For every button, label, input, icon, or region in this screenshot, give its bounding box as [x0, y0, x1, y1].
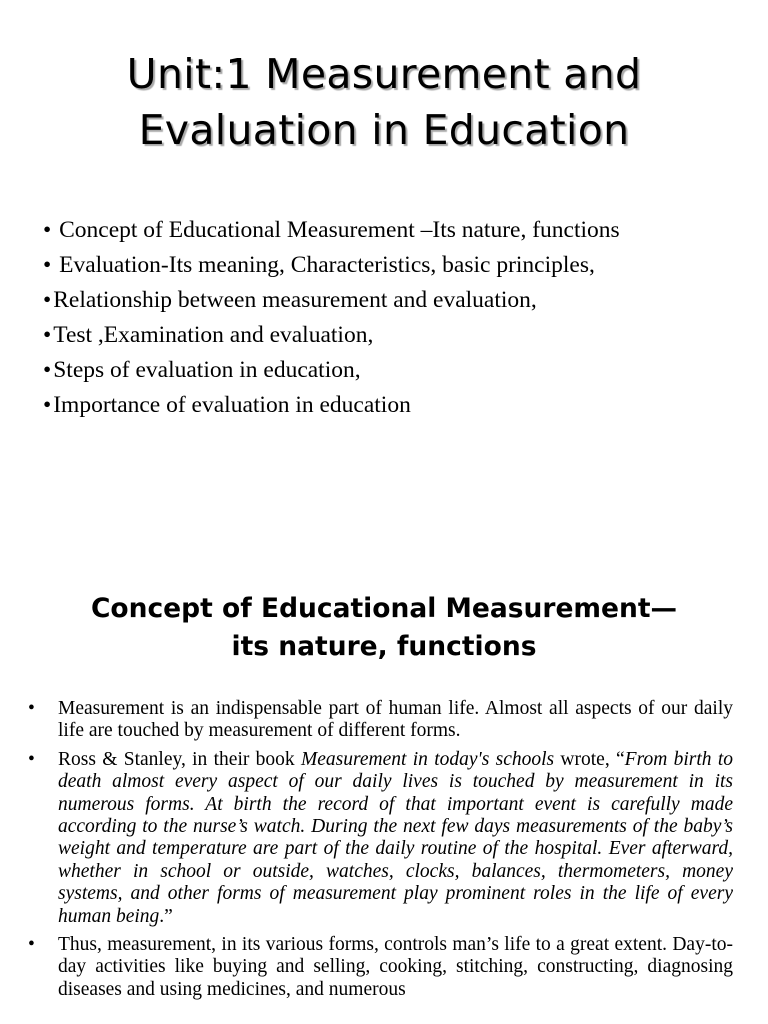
topic-item [43, 357, 698, 384]
bullet-icon: • [28, 934, 35, 956]
topic-text: Relationship between measurement and evaluation, [53, 287, 537, 313]
bullet-icon: • [43, 322, 52, 348]
topic-text: Evaluation-Its meaning, Characteristics, basic principles, [59, 252, 595, 278]
bullet-icon: • [43, 357, 52, 383]
title-line-2: Evaluation in Education [138, 106, 630, 154]
bullet-icon: • [28, 698, 35, 719]
bullet-icon: • [43, 252, 52, 278]
topic-item [43, 287, 698, 314]
topic-text: Concept of Educational Measurement –Its nature, functions [59, 217, 620, 243]
topic-item [43, 252, 698, 279]
body-paragraph [28, 698, 733, 743]
book-title: Measurement in today's schools [301, 748, 555, 770]
bullet-icon: • [43, 217, 52, 243]
topic-item [43, 322, 698, 349]
body-paragraph [28, 934, 733, 1001]
topic-item [43, 392, 698, 419]
paragraph-lead-text: Ross & Stanley, in their book [58, 748, 301, 770]
bullet-icon: • [28, 748, 35, 770]
paragraph-wrote-text: wrote, “ [554, 748, 625, 770]
topic-text: Importance of evaluation in education [53, 392, 411, 418]
paragraph-text: Measurement is an indispensable part of human life. Almost all aspects of our daily life are touched by measurement of different forms. [58, 698, 733, 742]
title-line-2: its nature, functions [231, 631, 537, 662]
topic-text: Test ,Examination and evaluation, [53, 322, 374, 348]
quotation: From birth to death almost every aspect of our daily lives is touched by measurement in its numerous forms. At birth the record of that important event is carefully made according to the nurse’s watch. During the next few days measurements of the baby’s weight and temperature are part of the daily routine of the hospital. Ever afterward, whether in school or outside, watches, clocks, balances, thermometers, money systems, and other forms of measurement play prominent roles in the life of every human being [58, 748, 733, 927]
slide-title [0, 46, 768, 158]
body-list [28, 698, 733, 1007]
bullet-icon: • [43, 392, 52, 418]
topic-list [43, 217, 698, 427]
slide-concept-measurement [0, 560, 768, 1024]
body-paragraph [28, 749, 733, 928]
quotation-close: .” [159, 905, 173, 927]
paragraph-text: Thus, measurement, in its various forms, controls man’s life to a great extent. Day-to-day activities like buying and selling, cooking, stitching, constructing, diagnosing diseases and using medicines, and numerous [58, 934, 733, 1000]
title-line-1: Concept of Educational Measurement— [90, 593, 678, 624]
bullet-icon: • [43, 287, 52, 313]
slide-title [0, 590, 768, 666]
title-line-1: Unit:1 Measurement and [126, 50, 642, 98]
topic-item [43, 217, 698, 244]
topic-text: Steps of evaluation in education, [53, 357, 361, 383]
